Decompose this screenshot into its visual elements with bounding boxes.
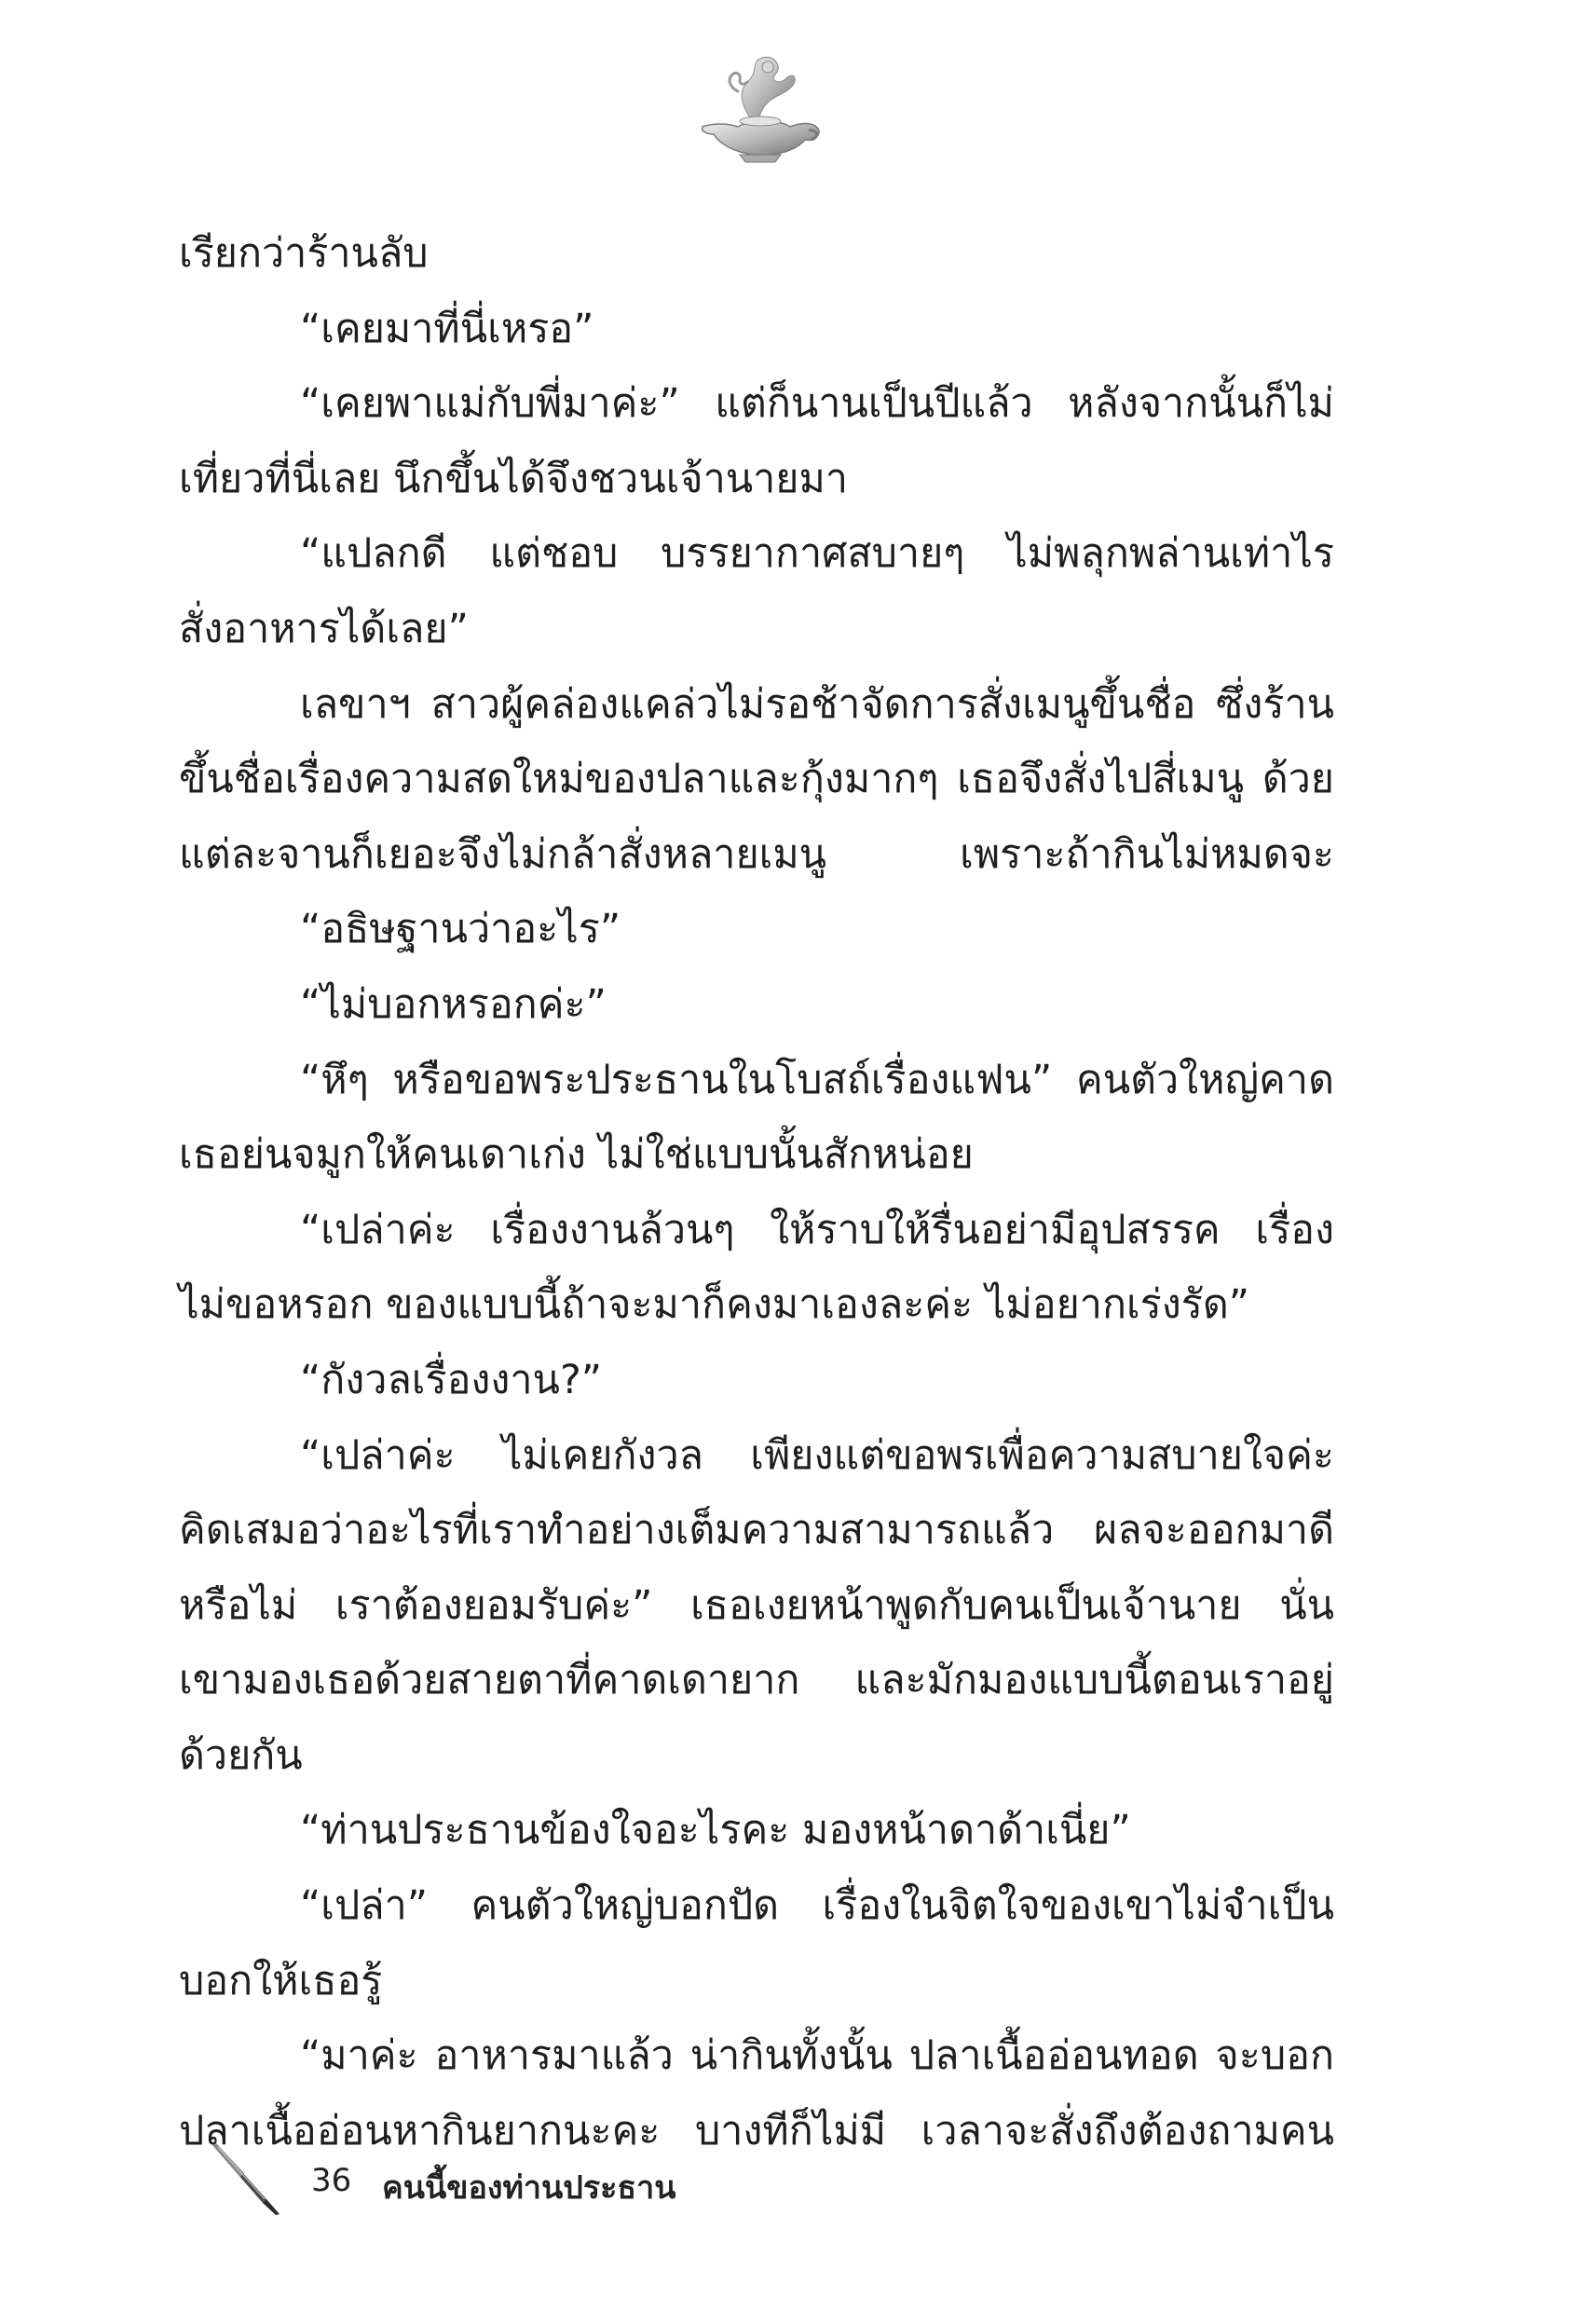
chapter-body [179,216,1334,2168]
text-line: “เปล่า” คนตัวใหญ่บอกปัด เรื่องในจิตใจของเขาไม่จำเป็น [300,1882,1334,1930]
text-line: เรียกว่าร้านลับ [179,230,429,277]
page-footer [207,2141,1045,2216]
text-line: ขึ้นชื่อเรื่องความสดใหม่ของปลาและกุ้งมากๆ เธอจึงสั่งไปสี่เมนู ด้วย [179,756,1334,803]
text-line: เที่ยวที่นี่เลย นึกขึ้นได้จึงชวนเจ้านายมา [179,455,848,502]
book-title: คนนี้ของท่านประธาน [382,2169,676,2207]
text-line: “เคยพาแม่กับพี่มาค่ะ” แต่ก็นานเป็นปีแล้ว หลังจากนั้นก็ไม่ [300,380,1334,428]
text-line: บอกให้เธอรู้ [179,1957,383,2004]
text-line: สั่งอาหารได้เลย” [179,605,469,652]
text-line: “กังวลเรื่องงาน?” [300,1356,603,1403]
text-line: “อธิษฐานว่าอะไร” [300,906,621,953]
text-line: “เปล่าค่ะ ไม่เคยกังวล เพียงแต่ขอพรเพื่อความสบายใจค่ะ [300,1431,1334,1479]
fountain-pen-icon [207,2141,283,2216]
text-line: ไม่ขอหรอก ของแบบนี้ถ้าจะมาก็คงมาเองละค่ะ ไม่อยากเร่งรัด” [179,1281,1250,1329]
text-line: เธอย่นจมูกให้คนเดาเก่ง ไม่ใช่แบบนั้นสักหน่อย [179,1131,974,1179]
text-line: หรือไม่ เราต้องยอมรับค่ะ” เธอเงยหน้าพูดกับคนเป็นเจ้านาย นั่น [179,1581,1334,1629]
text-line: “เปล่าค่ะ เรื่องงานล้วนๆ ให้ราบให้รื่นอย่ามีอุปสรรค เรื่อง [300,1206,1334,1253]
text-line: “หึๆ หรือขอพระประธานในโบสถ์เรื่องแฟน” คนตัวใหญ่คาด [300,1056,1334,1103]
text-line: “ไม่บอกหรอกค่ะ” [300,980,607,1028]
genie-lamp-icon [686,54,825,166]
page-number: 36 [311,2162,352,2199]
text-line: เขามองเธอด้วยสายตาที่คาดเดายาก และมักมองแบบนี้ตอนเราอยู่ [179,1657,1334,1704]
text-line: คิดเสมอว่าอะไรที่เราทำอย่างเต็มความสามารถแล้ว ผลจะออกมาดี [179,1507,1334,1554]
text-line: เลขาฯ สาวผู้คล่องแคล่วไม่รอช้าจัดการสั่งเมนูขึ้นชื่อ ซึ่งร้าน [300,680,1334,728]
text-line: แต่ละจานก็เยอะจึงไม่กล้าสั่งหลายเมนู เพราะถ้ากินไม่หมดจะ [179,830,1334,878]
text-line: “ท่านประธานข้องใจอะไรคะ มองหน้าดาด้าเนี่ย” [300,1807,1131,1854]
text-line: “แปลกดี แต่ชอบ บรรยากาศสบายๆ ไม่พลุกพล่านเท่าไร [300,530,1334,578]
text-line: “มาค่ะ อาหารมาแล้ว น่ากินทั้งนั้น ปลาเนื้ออ่อนทอด จะบอก [300,2032,1334,2080]
text-line: ด้วยกัน [179,1731,303,1779]
text-line: “เคยมาที่นี่เหรอ” [300,305,594,352]
text-line: ปลาเนื้ออ่อนหากินยากนะคะ บางทีก็ไม่มี เวลาจะสั่งถึงต้องถามคน [179,2107,1334,2154]
